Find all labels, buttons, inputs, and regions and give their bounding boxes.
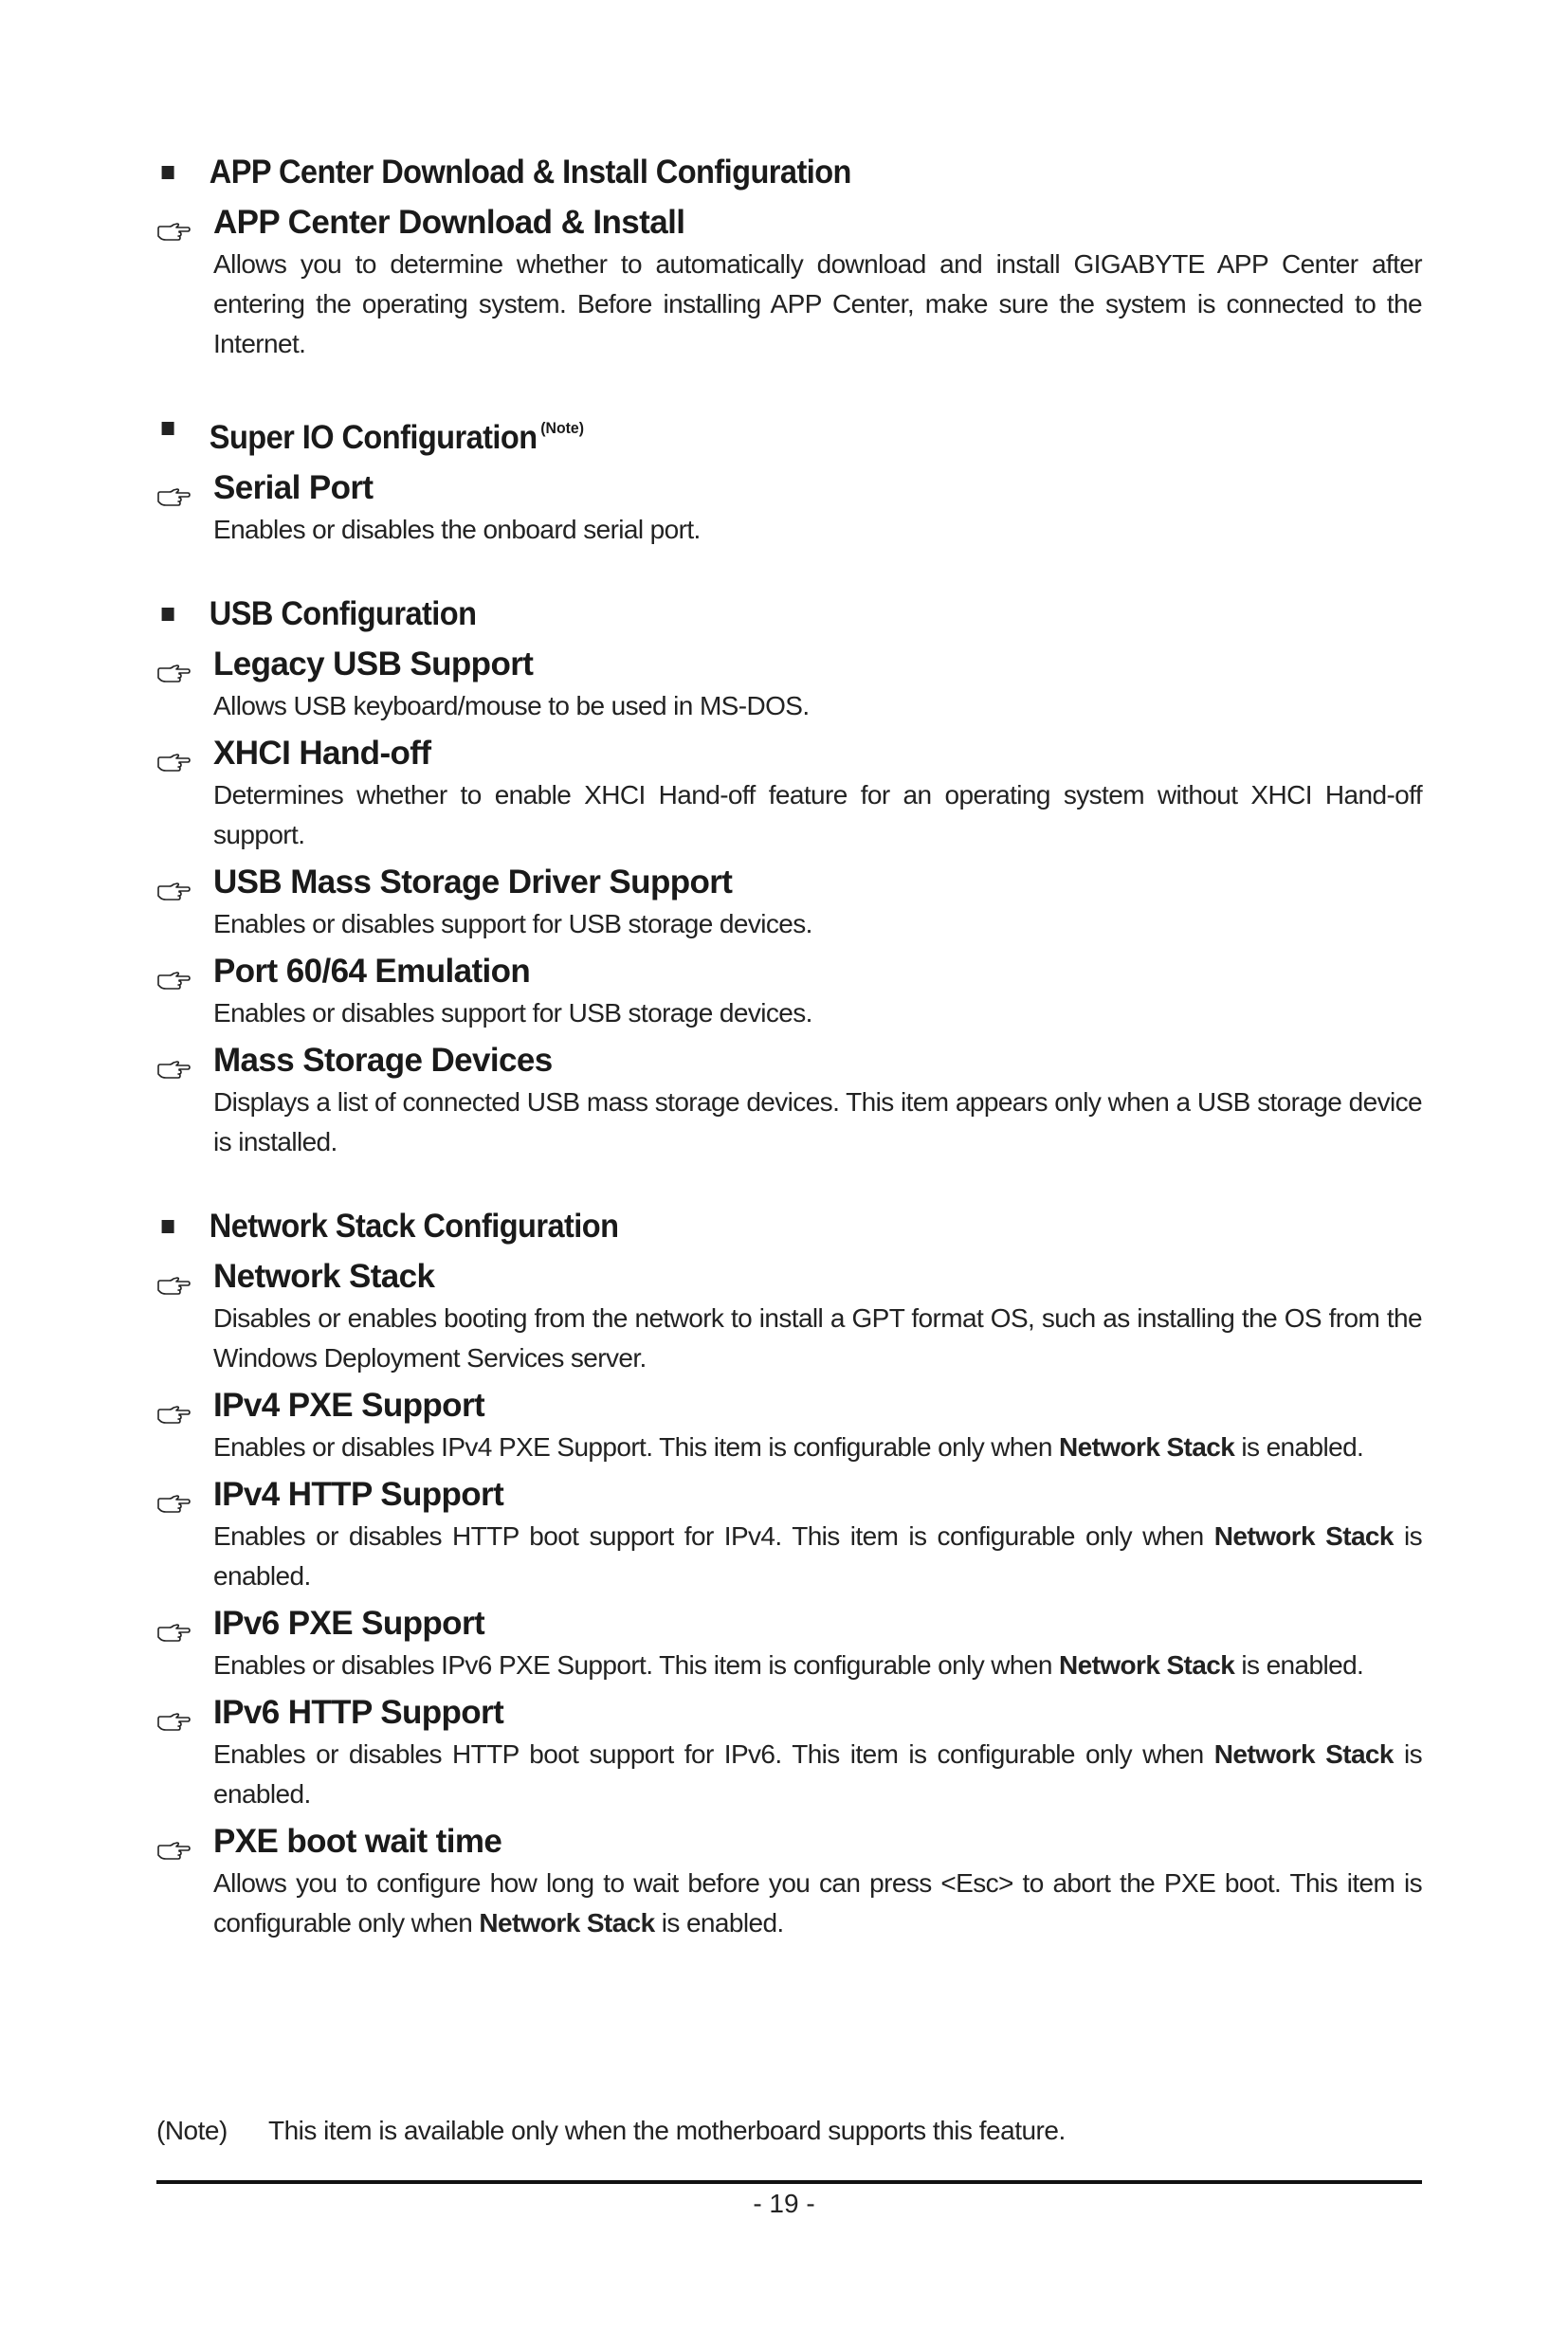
page-content xyxy=(156,150,1422,1985)
setting-item xyxy=(156,950,1422,1033)
section-title: USB Configuration xyxy=(209,595,477,632)
setting-description xyxy=(156,1299,1422,1378)
setting-title xyxy=(156,466,1422,510)
emphasis-text: Network Stack xyxy=(1059,1650,1235,1680)
pointing-hand-icon xyxy=(156,870,191,891)
setting-item xyxy=(156,1039,1422,1162)
description-text: Allows you to configure how long to wait before you can press <Esc> to abort the PXE boot. This item is configurable only when xyxy=(213,1868,1422,1938)
section xyxy=(156,1204,1422,1943)
footnote-label: (Note) xyxy=(156,2116,228,2145)
pointing-hand-icon xyxy=(156,1611,191,1632)
setting-description xyxy=(156,775,1422,855)
setting-name: Mass Storage Devices xyxy=(213,1042,553,1079)
setting-description xyxy=(156,1864,1422,1943)
setting-description xyxy=(156,1735,1422,1814)
setting-name: IPv4 PXE Support xyxy=(213,1387,485,1424)
square-bullet-icon xyxy=(162,422,174,435)
pointing-hand-icon xyxy=(156,476,191,497)
setting-name: Port 60/64 Emulation xyxy=(213,953,531,990)
setting-description xyxy=(156,1083,1422,1162)
description-text: Enables or disables support for USB storage devices. xyxy=(213,909,812,938)
setting-name: Legacy USB Support xyxy=(213,646,534,682)
emphasis-text: Network Stack xyxy=(1213,1521,1394,1551)
footer-rule xyxy=(156,2180,1422,2184)
note-marker: (Note) xyxy=(540,419,584,437)
pointing-hand-icon xyxy=(156,741,191,762)
pointing-hand-icon xyxy=(156,1701,191,1721)
description-text: Displays a list of connected USB mass storage devices. This item appears only when a USB storage device is installed. xyxy=(213,1087,1422,1156)
section-title: APP Center Download & Install Configuration xyxy=(209,154,851,191)
setting-title xyxy=(156,1602,1422,1646)
square-bullet-icon xyxy=(162,608,174,621)
setting-title xyxy=(156,1473,1422,1517)
section xyxy=(156,406,1422,550)
setting-description xyxy=(156,1646,1422,1685)
setting-description xyxy=(156,993,1422,1033)
emphasis-text: Network Stack xyxy=(1059,1432,1235,1462)
footnote xyxy=(156,2112,1066,2150)
footnote-text: This item is available only when the motherboard supports this feature. xyxy=(268,2116,1066,2145)
setting-name: Serial Port xyxy=(213,469,374,506)
section xyxy=(156,591,1422,1162)
setting-name: IPv6 PXE Support xyxy=(213,1605,485,1642)
setting-item xyxy=(156,201,1422,364)
setting-name: USB Mass Storage Driver Support xyxy=(213,864,733,901)
setting-item xyxy=(156,643,1422,726)
setting-description xyxy=(156,1428,1422,1467)
setting-title xyxy=(156,950,1422,993)
setting-description xyxy=(156,1517,1422,1596)
setting-name: IPv4 HTTP Support xyxy=(213,1476,504,1513)
description-text: Allows USB keyboard/mouse to be used in MS-DOS. xyxy=(213,691,810,720)
pointing-hand-icon xyxy=(156,1048,191,1069)
setting-title xyxy=(156,1384,1422,1428)
setting-description xyxy=(156,904,1422,944)
setting-item xyxy=(156,732,1422,855)
description-text: Enables or disables IPv6 PXE Support. This item is configurable only when xyxy=(213,1650,1060,1680)
description-text: is enabled. xyxy=(1234,1432,1364,1462)
pointing-hand-icon xyxy=(156,1265,191,1285)
setting-item xyxy=(156,1691,1422,1814)
square-bullet-icon xyxy=(162,166,174,179)
section-title: Network Stack Configuration xyxy=(209,1208,619,1245)
description-text: Allows you to determine whether to automatically download and install GIGABYTE APP Center after entering the operating system. Before installing APP Center, make sure the system is connected to the Internet. xyxy=(213,249,1422,358)
setting-name: IPv6 HTTP Support xyxy=(213,1694,504,1731)
setting-title xyxy=(156,201,1422,245)
setting-name: Network Stack xyxy=(213,1258,435,1295)
setting-title xyxy=(156,861,1422,904)
setting-name: XHCI Hand-off xyxy=(213,735,431,772)
pointing-hand-icon xyxy=(156,1393,191,1414)
pointing-hand-icon xyxy=(156,1829,191,1850)
section-title: Super IO Configuration xyxy=(209,419,538,456)
section-heading xyxy=(156,150,1334,195)
description-text: is enabled. xyxy=(654,1908,784,1938)
section-heading xyxy=(156,1204,1334,1249)
description-text: Enables or disables HTTP boot support for IPv6. This item is configurable only when xyxy=(213,1739,1214,1769)
description-text: is enabled. xyxy=(213,1739,1423,1809)
setting-description xyxy=(156,245,1422,364)
setting-name: APP Center Download & Install xyxy=(213,204,685,241)
section xyxy=(156,150,1422,364)
pointing-hand-icon xyxy=(156,652,191,673)
pointing-hand-icon xyxy=(156,959,191,980)
setting-item xyxy=(156,1602,1422,1685)
section-heading xyxy=(156,591,1334,637)
setting-title xyxy=(156,1820,1422,1864)
emphasis-text: Network Stack xyxy=(1213,1739,1394,1769)
section-heading xyxy=(156,406,1334,461)
setting-description xyxy=(156,686,1422,726)
setting-item xyxy=(156,1473,1422,1596)
description-text: Determines whether to enable XHCI Hand-off feature for an operating system without XHCI Hand-off support. xyxy=(213,780,1422,849)
page-number: - 19 - xyxy=(753,2189,815,2218)
setting-item xyxy=(156,861,1422,944)
setting-item xyxy=(156,1820,1422,1943)
setting-title xyxy=(156,732,1422,775)
description-text: Enables or disables HTTP boot support for IPv4. This item is configurable only when xyxy=(213,1521,1214,1551)
setting-title xyxy=(156,1255,1422,1299)
pointing-hand-icon xyxy=(156,210,191,231)
setting-description xyxy=(156,510,1422,550)
setting-item xyxy=(156,1384,1422,1467)
setting-title xyxy=(156,1691,1422,1735)
setting-item xyxy=(156,1255,1422,1378)
emphasis-text: Network Stack xyxy=(479,1908,655,1938)
description-text: Enables or disables IPv4 PXE Support. This item is configurable only when xyxy=(213,1432,1060,1462)
setting-item xyxy=(156,466,1422,550)
setting-name: PXE boot wait time xyxy=(213,1823,502,1860)
square-bullet-icon xyxy=(162,1220,174,1233)
description-text: Enables or disables support for USB storage devices. xyxy=(213,998,812,1028)
description-text: is enabled. xyxy=(213,1521,1423,1591)
pointing-hand-icon xyxy=(156,1483,191,1503)
description-text: Enables or disables the onboard serial port. xyxy=(213,515,701,544)
setting-title xyxy=(156,643,1422,686)
description-text: Disables or enables booting from the network to install a GPT format OS, such as installing the OS from the Windows Deployment Services server. xyxy=(213,1303,1422,1373)
setting-title xyxy=(156,1039,1422,1083)
description-text: is enabled. xyxy=(1234,1650,1364,1680)
